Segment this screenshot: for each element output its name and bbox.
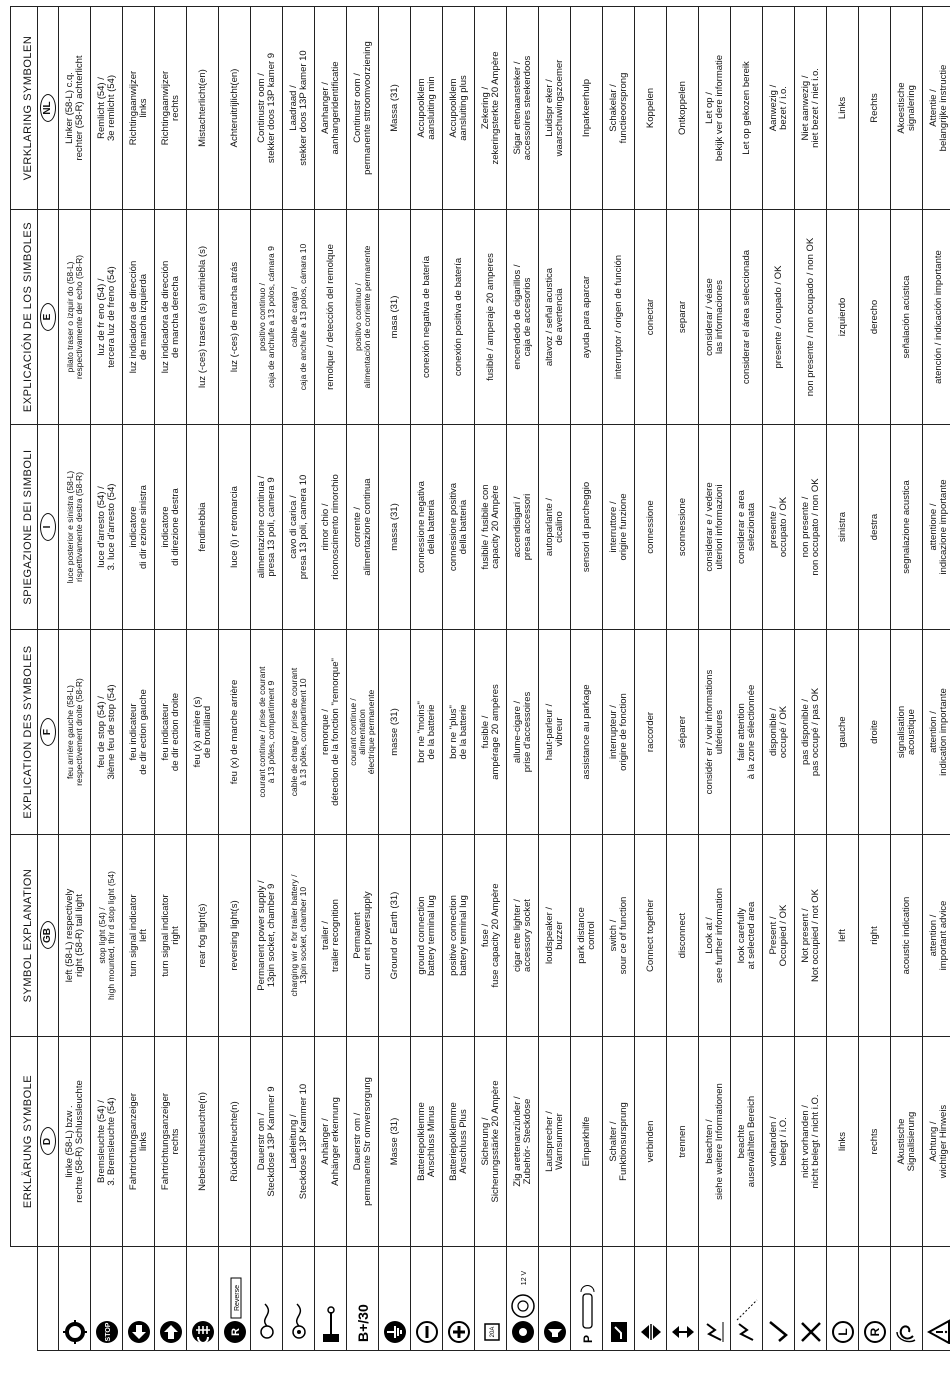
cell-de: Einparkhilfe [571, 1037, 603, 1247]
cell-de: Masse (31) [379, 1037, 411, 1247]
cell-de: Anhänger / Anhänger erkennung [315, 1037, 347, 1247]
cell-de: Fahrtrichtungsanzeiger links [123, 1037, 155, 1247]
table-row [379, 7, 411, 1351]
cell-gb: ground connection battery terminal lug [411, 835, 443, 1037]
table-row [59, 7, 91, 1351]
cell-i: autoparlante / cicalino [539, 425, 571, 630]
cell-e: conexión positiva de batería [443, 210, 475, 425]
cell-de: Bremsleuchte (54) / 3. Bremsleuchte (54) [91, 1037, 123, 1247]
cell-nl: Richtingaanwijzer rechts [155, 7, 187, 210]
cell-nl: Inparkeerhulp [571, 7, 603, 210]
cell-de: Sicherung / Sicherungsstärke 20 Ampère [475, 1037, 507, 1247]
cell-nl: Luidspr eker / waarschuwingszoemer [539, 7, 571, 210]
cell-nl: Akoestische signalering [891, 7, 923, 210]
cell-gb: park distance control [571, 835, 603, 1037]
header-f: EXPLICATION DES SYMBOLES [11, 630, 38, 835]
cell-i: rimor chio / riconoscimento rimorchio [315, 425, 347, 630]
cell-nl: Remlicht (54) / 3e remlicht (54) [91, 7, 123, 210]
cell-gb: cigar ette lighter / accessory socket [507, 835, 539, 1037]
table-row [603, 7, 635, 1351]
cell-f: bor ne "moins" de la batterie [411, 630, 443, 835]
cell-de: beachten / siehe weitere Informationen [699, 1037, 731, 1247]
cell-i: connessione negativa della batteria [411, 425, 443, 630]
fuse-icon [475, 1247, 507, 1351]
trailer-icon [315, 1247, 347, 1351]
cell-nl: Rechts [859, 7, 891, 210]
cell-de: links [827, 1037, 859, 1247]
cell-e: considerar el área seleccionada [731, 210, 763, 425]
cell-gb: acoustic indication [891, 835, 923, 1037]
cell-nl: Ontkoppelen [667, 7, 699, 210]
cell-i: luce (i) r etromarcia [219, 425, 251, 630]
cell-e: remolque / detección del remolque [315, 210, 347, 425]
cell-nl: Richtingaanwijzer links [123, 7, 155, 210]
table-row [539, 7, 571, 1351]
cell-f: séparer [667, 630, 699, 835]
cell-gb: switch / sour ce of function [603, 835, 635, 1037]
cell-i: fusibile / fusibile con capacity 20 Ampère [475, 425, 507, 630]
cell-f: feu (x) arrière (s) de brouillard [187, 630, 219, 835]
lang-badge-e: E [40, 303, 56, 331]
warning-icon [923, 1247, 950, 1351]
cell-de: Batteriepolklemme Anschluss Plus [443, 1037, 475, 1247]
cell-nl: Linker (58-L) c.q. rechter (58-R) achterlicht [59, 7, 91, 210]
cell-e: izquierdo [827, 210, 859, 425]
cell-i: interruttore / origine funzione [603, 425, 635, 630]
lang-badge-de: D [40, 1128, 56, 1156]
cell-i: cavo di carica / presa 13 poli, camera 10 [283, 425, 315, 630]
check-icon [763, 1247, 795, 1351]
cell-i: alimentazione continua / presa 13 poli, camera 9 [251, 425, 283, 630]
svg-text:R: R [867, 1327, 882, 1337]
cell-f: considér er / voir informations ultérieures [699, 630, 731, 835]
cell-nl: Koppelen [635, 7, 667, 210]
switch-icon [603, 1247, 635, 1351]
cell-de: verbinden [635, 1037, 667, 1247]
cell-i: segnalazione acustica [891, 425, 923, 630]
table-row [507, 7, 539, 1351]
header-gb: SYMBOL EXPLANATION [11, 835, 38, 1037]
cell-i: fendinebbia [187, 425, 219, 630]
look-area-icon [731, 1247, 763, 1351]
reverse-light-icon [219, 1247, 251, 1351]
svg-text:R: R [229, 1328, 242, 1336]
lang-badge-nl: NL [40, 94, 56, 122]
cell-i: corrente / alimentazione continua [347, 425, 379, 630]
cell-nl: Aanhanger / aanhangeridentificatie [315, 7, 347, 210]
cell-nl: Let op / bekijk ver dere informatie [699, 7, 731, 210]
column-header-row [11, 7, 38, 1351]
b30-icon [347, 1247, 379, 1351]
acoustic-icon [891, 1247, 923, 1351]
reverse-label: Reverse [233, 1284, 241, 1312]
cell-de: Akustische Signalisierung [891, 1037, 923, 1247]
table-row [923, 7, 950, 1351]
header-nl: VERKLARING SYMBOLEN [11, 7, 38, 210]
cell-nl: Niet aanwezig / niet bezet / niet i.o. [795, 7, 827, 210]
cell-i: accendisigari / presa accessori [507, 425, 539, 630]
cell-i: sconnessione [667, 425, 699, 630]
table-row [667, 7, 699, 1351]
plug-10-icon [283, 1247, 315, 1351]
cell-gb: rear fog light(s) [187, 835, 219, 1037]
svg-text:L: L [835, 1328, 850, 1336]
cell-f: faire attention à la zone sélectionnée [731, 630, 763, 835]
cell-de: trennen [667, 1037, 699, 1247]
cell-f: gauche [827, 630, 859, 835]
cell-i: considerar e / vedere ulteriori informazioni [699, 425, 731, 630]
cell-gb: fuse / fuse capacity 20 Ampère [475, 835, 507, 1037]
cell-f: disponible / occupé / OK [763, 630, 795, 835]
cell-gb: stop light (54) / high mounted, thir d stop light (54) [91, 835, 123, 1037]
table-row [187, 7, 219, 1351]
cell-e: presente / ocupado / OK [763, 210, 795, 425]
cell-de: Nebelschlussleuchte(n) [187, 1037, 219, 1247]
cell-de: Lautsprecher / Warnsummer [539, 1037, 571, 1247]
svg-text:P: P [580, 1334, 595, 1343]
cell-e: derecho [859, 210, 891, 425]
cell-nl: Aanwezig / bezet / i.o. [763, 7, 795, 210]
cell-gb: left [827, 835, 859, 1037]
cell-nl: Mistachterlicht(en) [187, 7, 219, 210]
cell-nl: Let op gekozen bereik [731, 7, 763, 210]
cell-de: Rückfahrleuchte(n) [219, 1037, 251, 1247]
cell-e: interruptor / origen de función [603, 210, 635, 425]
minus-terminal-icon [411, 1247, 443, 1351]
cell-gb: look carefully at selected area [731, 835, 763, 1037]
look-icon [699, 1247, 731, 1351]
cell-f: pas disponible / pas occupé / pas OK [795, 630, 827, 835]
loudspeaker-icon [539, 1247, 571, 1351]
cell-e: masa (31) [379, 210, 411, 425]
cell-de: vorhanden / belegt / i.O. [763, 1037, 795, 1247]
cell-gb: charging wir e for trailer battery / 13pin socket, chamber 10 [283, 835, 315, 1037]
cell-f: attention / indication importante [923, 630, 950, 835]
cell-f: remorque / détection de la fonction "remorque" [315, 630, 347, 835]
cell-de: Zig arettenanzünder / Zubehör- Steckdose [507, 1037, 539, 1247]
cell-gb: left (58-L) respectively right (58-R) tail light [59, 835, 91, 1037]
cell-f: bor ne "plus" de la batterie [443, 630, 475, 835]
cell-gb: Connect together [635, 835, 667, 1037]
header-i: SPIEGAZIONE DEI SIMBOLI [11, 425, 38, 630]
turn-right-icon [155, 1247, 187, 1351]
cell-f: raccorder [635, 630, 667, 835]
cell-i: presente / occupato / OK [763, 425, 795, 630]
cell-e: luz (-ces) de marcha atrás [219, 210, 251, 425]
cell-e: conexión negativa de batería [411, 210, 443, 425]
language-badge-row [38, 7, 59, 1351]
cell-nl: Continustr oom / permanente sttroomvoorziening [347, 7, 379, 210]
lang-cell-nl [38, 7, 59, 210]
table-row [155, 7, 187, 1351]
table-row [347, 7, 379, 1351]
table-row [219, 7, 251, 1351]
cell-e: luz indicadora de dirección de marcha derecha [155, 210, 187, 425]
header-de: ERKLÄRUNG SYMBOLE [11, 1037, 38, 1247]
lang-cell-i [38, 425, 59, 630]
cell-f: interrupteur / origine de fonction [603, 630, 635, 835]
cell-f: feu indicateur de dir ection gauche [123, 630, 155, 835]
cell-i: indicatore di dir ezione sinistra [123, 425, 155, 630]
table-row [315, 7, 347, 1351]
table-row [411, 7, 443, 1351]
cell-nl: Links [827, 7, 859, 210]
cell-nl: Attentie / belangrijke instructie [923, 7, 950, 210]
table-row [731, 7, 763, 1351]
cell-f: feu (x) de marche arrière [219, 630, 251, 835]
stop-label: STOP [104, 1322, 112, 1342]
cell-gb: Present / Occupied / OK [763, 835, 795, 1037]
cell-i: sinistra [827, 425, 859, 630]
cell-gb: attention / important advice [923, 835, 950, 1037]
cell-i: sensori di parcheggio [571, 425, 603, 630]
cell-i: indicatore di direzione destra [155, 425, 187, 630]
symbol-legend-rotated [10, 7, 949, 1351]
cell-nl: Sigar ettenaansteker / accessoires steekerdoos [507, 7, 539, 210]
cell-i: considerar e area selezionata [731, 425, 763, 630]
cell-nl: Continustr oom / stekker doos 13P kamer 9 [251, 7, 283, 210]
cell-e: considerar / véase las informaciones [699, 210, 731, 425]
turn-left-icon [123, 1247, 155, 1351]
cell-de: Ladeleitung / Steckdose 13P Kammer 10 [283, 1037, 315, 1247]
cell-gb: reversing light(s) [219, 835, 251, 1037]
cell-nl: Schakelar / functieoorsprong [603, 7, 635, 210]
cell-e: señalación acústica [891, 210, 923, 425]
legend-rows [59, 7, 950, 1351]
table-row [475, 7, 507, 1351]
fuse-label: 20A [489, 1326, 496, 1338]
symbol-legend-table [10, 6, 950, 1351]
cell-f: courant continue / prise de courant à 13 pôles, compartiment 9 [251, 630, 283, 835]
table-row [251, 7, 283, 1351]
lang-cell-gb [38, 835, 59, 1037]
cell-f: cable de charge / prise de courant à 13 pôles, compartiment 10 [283, 630, 315, 835]
cell-f: assistance au parkage [571, 630, 603, 835]
cell-i: luce d'arresto (54) / 3. luce d'arresto (54) [91, 425, 123, 630]
cell-de: nicht vorhanden / nicht belegt / nicht i.O. [795, 1037, 827, 1247]
lang-badge-i: I [40, 513, 56, 541]
cell-f: feu de stop (54) / 3ième feu de stop (54) [91, 630, 123, 835]
cross-icon [795, 1247, 827, 1351]
cell-e: luz (-ces) trasera (s) antiniebla (s) [187, 210, 219, 425]
cell-e: fusible / amperaje 20 amperes [475, 210, 507, 425]
rear-fog-icon [187, 1247, 219, 1351]
cell-f: feu arrière gauche (58-L) respectivement droite (58-R) [59, 630, 91, 835]
cell-gb: Not present / Not occupied / not OK [795, 835, 827, 1037]
cell-nl: Laadraad / stekker doos 13P kamer 10 [283, 7, 315, 210]
lang-badge-f: F [40, 718, 56, 746]
cell-e: cable de carga / caja de anchufe a 13 polos, cámara 10 [283, 210, 315, 425]
connect-icon [635, 1247, 667, 1351]
symbol-header-blank [38, 1247, 59, 1351]
table-row [283, 7, 315, 1351]
cell-gb: Permanent power supply / 13pin socket, chamber 9 [251, 835, 283, 1037]
cell-de: Dauerstr om / Steckdose 13P Kammer 9 [251, 1037, 283, 1247]
stop-light-icon [91, 1247, 123, 1351]
cell-f: feu indicateur de dir ection droite [155, 630, 187, 835]
cell-f: fusible / ampérage 20 ampères [475, 630, 507, 835]
cell-gb: loudspeaker / buzzer [539, 835, 571, 1037]
cell-i: non presente / non occupato / non OK [795, 425, 827, 630]
left-l-icon [827, 1247, 859, 1351]
table-row [795, 7, 827, 1351]
cell-e: encendedo de cigarillos / caja de accesorios [507, 210, 539, 425]
symbol-header [11, 1247, 38, 1351]
table-row [571, 7, 603, 1351]
cell-e: non presente / non ocupado / non OK [795, 210, 827, 425]
volt-label: 12 V [520, 1270, 528, 1286]
table-row [123, 7, 155, 1351]
table-row [891, 7, 923, 1351]
cell-e: atención / indicación importante [923, 210, 950, 425]
cell-gb: trailer / trailer recognition [315, 835, 347, 1037]
lang-badge-gb: GB [40, 922, 56, 950]
cell-f: signalisation acoustique [891, 630, 923, 835]
cell-de: Achtung / wichtiger Hinweis [923, 1037, 950, 1247]
cell-nl: Accupoolklem aansluiting plus [443, 7, 475, 210]
cell-de: linke (58-L) bzw . rechte (58-R) Schlussleuchte [59, 1037, 91, 1247]
cell-e: positivo continuo / caja de anchufe a 13 polos, cámara 9 [251, 210, 283, 425]
cell-nl: Accupoolklem aansluiting min [411, 7, 443, 210]
table-row [91, 7, 123, 1351]
cell-gb: turn signal indicator right [155, 835, 187, 1037]
cell-e: separar [667, 210, 699, 425]
cell-e: pilato traser o izquir do (58-L) respectivamente der echo (58-R) [59, 210, 91, 425]
cell-nl: Zekering / zekeringsterkte 20 Ampère [475, 7, 507, 210]
cell-e: luz indicadora de dirección de marcha izquierda [123, 210, 155, 425]
plug-9-icon [251, 1247, 283, 1351]
cell-nl: Achteruitrijlicht(en) [219, 7, 251, 210]
cell-f: masse (31) [379, 630, 411, 835]
lang-cell-e [38, 210, 59, 425]
cell-de: Schalter / Funktionsursprung [603, 1037, 635, 1247]
table-row [763, 7, 795, 1351]
cell-de: Dauerstr om / permanente Str omversorgung [347, 1037, 379, 1247]
cell-e: positivo continuo / alimentación de corriente permanente [347, 210, 379, 425]
cell-i: destra [859, 425, 891, 630]
table-row [859, 7, 891, 1351]
b30-label: B+/30 [354, 1304, 371, 1342]
tail-light-icon [59, 1247, 91, 1351]
cell-de: Batteriepolklemme Anschluss Minus [411, 1037, 443, 1247]
cell-f: allume-cigare / prise d'accessoires [507, 630, 539, 835]
cell-gb: right [859, 835, 891, 1037]
cell-gb: turn signal indicator left [123, 835, 155, 1037]
cell-de: beachte auserwählten Bereich [731, 1037, 763, 1247]
cell-gb: Look at / see further information [699, 835, 731, 1037]
cell-i: attentione / indicazione importante [923, 425, 950, 630]
cell-de: rechts [859, 1037, 891, 1247]
plus-terminal-icon [443, 1247, 475, 1351]
cell-e: luz de fr eno (54) / tercera luz de freno (54) [91, 210, 123, 425]
cell-f: haut-parleur / vibreur [539, 630, 571, 835]
cell-e: conectar [635, 210, 667, 425]
cell-e: altavoz / señal acustica de avertencia [539, 210, 571, 425]
cell-nl: Massa (31) [379, 7, 411, 210]
cell-f: droite [859, 630, 891, 835]
header-e: EXPLICACIÓN DE LOS SIMBOLES [11, 210, 38, 425]
park-assist-icon [571, 1247, 603, 1351]
cell-f: courant continue / alimentation électrique permanente [347, 630, 379, 835]
table-row [699, 7, 731, 1351]
cell-gb: positive connection battery terminal lug [443, 835, 475, 1037]
cell-i: luce posterior e sinistra (58-L) rispettivamente destra (58-R) [59, 425, 91, 630]
lang-cell-de [38, 1037, 59, 1247]
ground-icon [379, 1247, 411, 1351]
cell-i: connessione [635, 425, 667, 630]
disconnect-icon [667, 1247, 699, 1351]
cell-de: Fahrtrichtungsanzeiger rechts [155, 1037, 187, 1247]
cell-gb: Permanent curr ent powersupply [347, 835, 379, 1037]
cell-i: massa (31) [379, 425, 411, 630]
table-row [443, 7, 475, 1351]
cell-gb: disconnect [667, 835, 699, 1037]
cell-e: ayuda para aparcar [571, 210, 603, 425]
cell-gb: Ground or Earth (31) [379, 835, 411, 1037]
lang-cell-f [38, 630, 59, 835]
table-row [827, 7, 859, 1351]
table-row [635, 7, 667, 1351]
cell-i: connessione positiva della batteria [443, 425, 475, 630]
right-r-icon [859, 1247, 891, 1351]
cigarette-lighter-icon [507, 1247, 539, 1351]
